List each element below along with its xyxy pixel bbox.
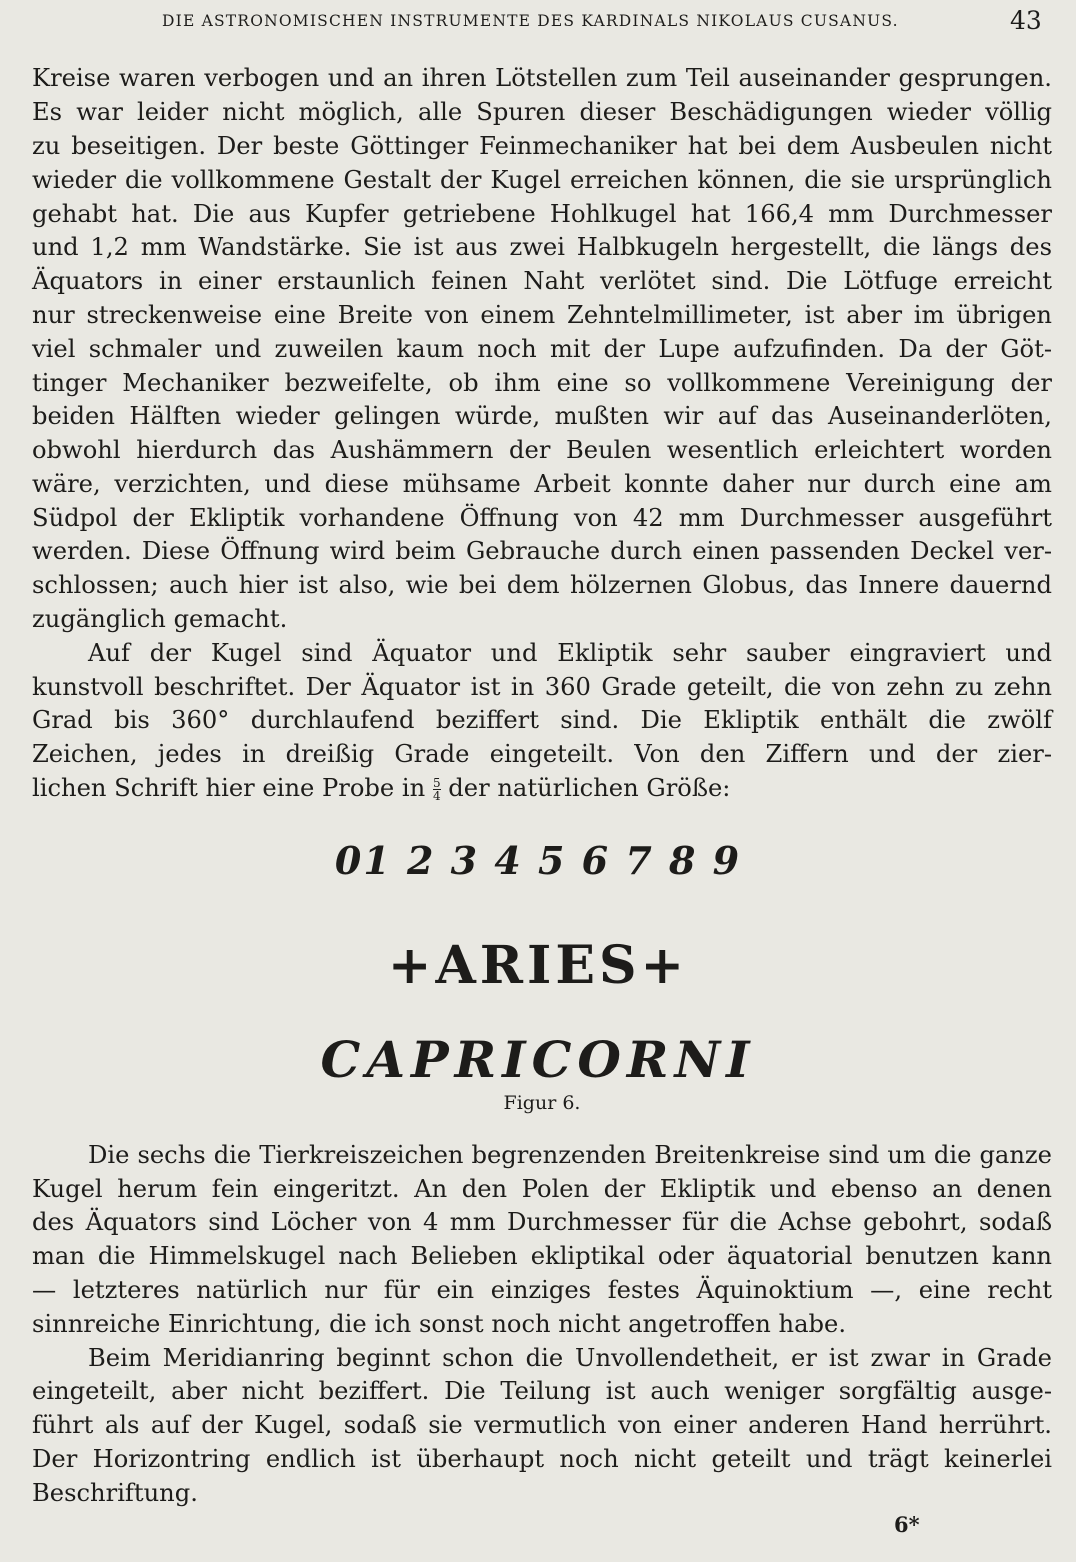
- text-fragment: der natürlichen Größe:: [448, 774, 731, 802]
- text-line: zu beseitigen. Der beste Göttinger Feinmechaniker hat bei dem Ausbeulen nicht: [32, 132, 1052, 160]
- text-line: nur streckenweise eine Breite von einem Zehntelmillimeter, ist aber im übrigen: [32, 301, 1052, 329]
- text-line: obwohl hierdurch das Aushämmern der Beulen wesentlich erleichtert worden: [32, 436, 1052, 464]
- signature-mark: 6*: [894, 1512, 920, 1537]
- text-line: Kreise waren verbogen und an ihren Lötstellen zum Teil auseinander gesprungen.: [32, 64, 1052, 92]
- running-title: DIE ASTRONOMISCHEN INSTRUMENTE DES KARDINALS NIKOLAUS CUSANUS.: [162, 12, 899, 30]
- text-fragment: lichen Schrift hier eine Probe in: [32, 774, 426, 802]
- text-line: Es war leider nicht möglich, alle Spuren dieser Beschädigungen wieder völlig: [32, 98, 1052, 126]
- text-line: gehabt hat. Die aus Kupfer getriebene Hohlkugel hat 166,4 mm Durchmesser: [32, 200, 1052, 228]
- figure-aries-inscription: +ARIES+: [387, 935, 689, 996]
- text-line-with-fraction: [32, 771, 1052, 805]
- text-line: man die Himmelskugel nach Belieben ekliptikal oder äquatorial benutzen kann: [32, 1242, 1052, 1270]
- text-line: Südpol der Ekliptik vorhandene Öffnung von 42 mm Durchmesser ausgeführt: [32, 504, 1052, 532]
- fraction: [433, 777, 441, 802]
- fraction-denominator: 4: [432, 789, 441, 803]
- text-line: Äquators in einer erstaunlich feinen Naht verlötet sind. Die Lötfuge erreicht: [32, 267, 1052, 295]
- text-line: tinger Mechaniker bezweifelte, ob ihm eine so vollkommene Vereinigung der: [32, 369, 1052, 397]
- text-line: zugänglich gemacht.: [32, 605, 288, 633]
- text-line: wäre, verzichten, und diese mühsame Arbeit konnte daher nur durch eine am: [32, 470, 1052, 498]
- text-line: wieder die vollkommene Gestalt der Kugel erreichen können, die sie ursprünglich: [32, 166, 1052, 194]
- text-line: führt als auf der Kugel, sodaß sie vermutlich von einer anderen Hand herrührt.: [32, 1411, 1052, 1439]
- text-line: Die sechs die Tierkreiszeichen begrenzenden Breitenkreise sind um die ganze: [88, 1141, 1052, 1169]
- figure-capricorni-inscription: CAPRICORNI: [320, 1030, 756, 1089]
- text-line: Der Horizontring endlich ist überhaupt noch nicht geteilt und trägt keinerlei: [32, 1445, 1052, 1473]
- text-line: beiden Hälften wieder gelingen würde, mußten wir auf das Auseinanderlöten,: [32, 402, 1052, 430]
- text-line: kunstvoll beschriftet. Der Äquator ist in 360 Grade geteilt, die von zehn zu zehn: [32, 673, 1052, 701]
- text-line: eingeteilt, aber nicht beziffert. Die Teilung ist auch weniger sorgfältig ausge-: [32, 1377, 1052, 1405]
- text-line: schlossen; auch hier ist also, wie bei dem hölzernen Globus, das Innere dauernd: [32, 571, 1052, 599]
- text-line: Grad bis 360° durchlaufend beziffert sind. Die Ekliptik enthält die zwölf: [32, 706, 1052, 734]
- text-line: Beim Meridianring beginnt schon die Unvollendetheit, er ist zwar in Grade: [88, 1344, 1052, 1372]
- text-line: Auf der Kugel sind Äquator und Ekliptik sehr sauber eingraviert und: [88, 639, 1052, 667]
- text-line: und 1,2 mm Wandstärke. Sie ist aus zwei Halbkugeln hergestellt, die längs des: [32, 233, 1052, 261]
- figure-caption: Figur 6.: [503, 1092, 581, 1114]
- text-line: sinnreiche Einrichtung, die ich sonst noch nicht angetroffen habe.: [32, 1310, 847, 1338]
- text-line: — letzteres natürlich nur für ein einziges festes Äquinoktium —, eine recht: [32, 1276, 1052, 1304]
- text-line: des Äquators sind Löcher von 4 mm Durchmesser für die Achse gebohrt, sodaß: [32, 1208, 1052, 1236]
- page-number: 43: [1010, 6, 1042, 35]
- text-line: werden. Diese Öffnung wird beim Gebrauche durch einen passenden Deckel ver-: [32, 537, 1052, 565]
- text-line: viel schmaler und zuweilen kaum noch mit der Lupe aufzufinden. Da der Göt-: [32, 335, 1052, 363]
- text-line: Zeichen, jedes in dreißig Grade eingeteilt. Von den Ziffern und der zier-: [32, 740, 1052, 768]
- text-line: Kugel herum fein eingeritzt. An den Polen der Ekliptik und ebenso an denen: [32, 1175, 1052, 1203]
- figure-numerals: 01 2 3 4 5 6 7 8 9: [334, 838, 742, 883]
- fraction-numerator: 5: [432, 776, 441, 790]
- text-line: Beschriftung.: [32, 1479, 198, 1507]
